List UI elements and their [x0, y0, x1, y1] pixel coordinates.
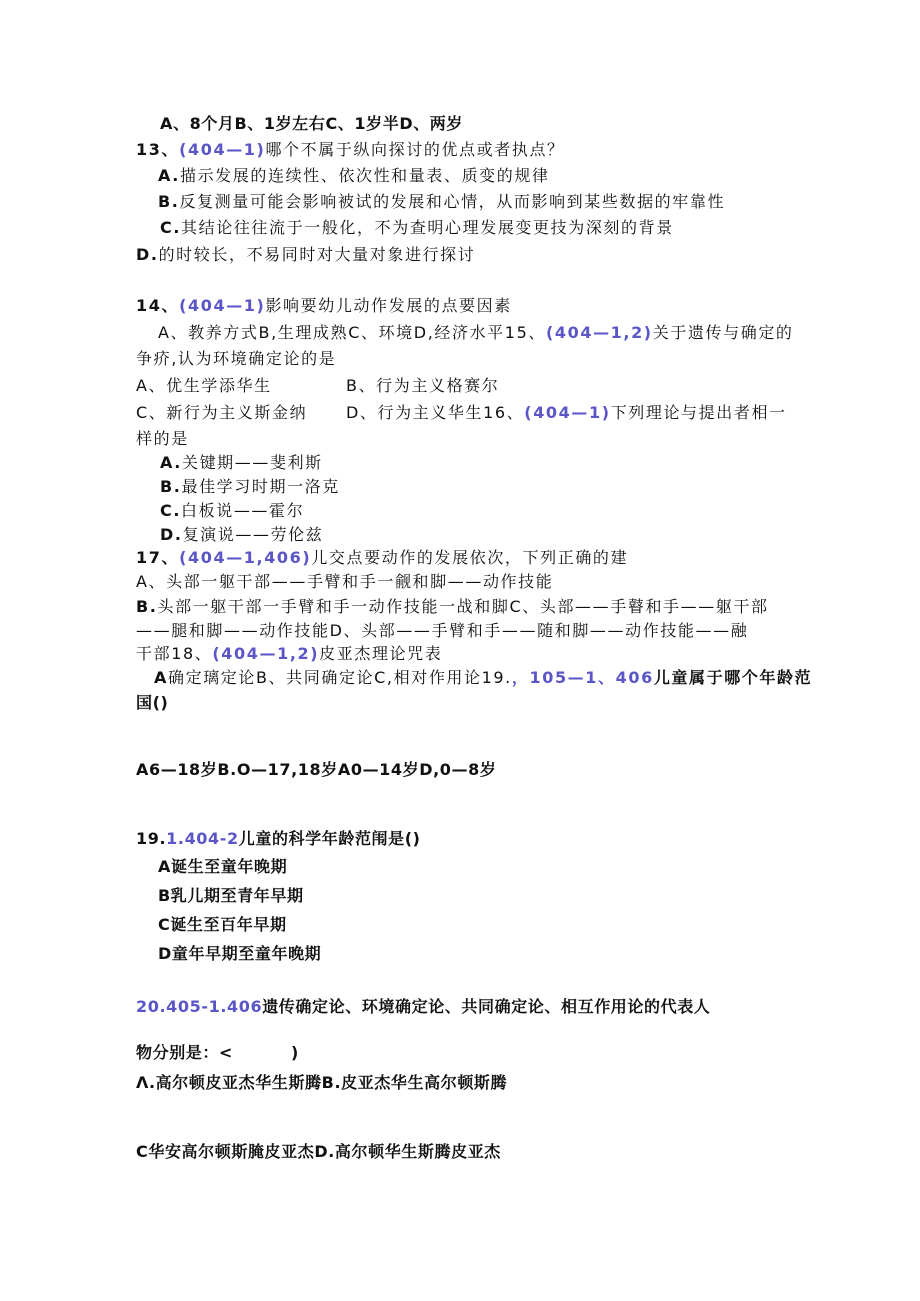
- option-text: 复演说——劳伦兹: [182, 525, 324, 544]
- q14-text: 影响要幼儿动作发展的点要因素: [265, 296, 512, 315]
- q17-option-b-c: [136, 597, 769, 617]
- option-letter: D.: [136, 245, 159, 264]
- q18-code: (404—1,2): [212, 644, 320, 663]
- q16-option-b: [160, 477, 340, 497]
- option-text: 关键期——斐利斯: [181, 453, 323, 472]
- q16-code: (404—1): [524, 403, 611, 422]
- q20-blank-close: ): [291, 1043, 299, 1062]
- q14-number: 14、: [136, 296, 180, 315]
- q20-stem: [136, 997, 710, 1017]
- option-text: A、优生学添华生: [136, 376, 272, 395]
- q19b-option-c: [158, 915, 287, 935]
- q12-options-text: A、8个月B、1岁左右C、1岁半D、两岁: [160, 114, 464, 133]
- q13-number: 13、: [136, 140, 180, 159]
- option-text: ——腿和脚——动作技能D、头部——手臂和手——随和脚——动作技能——融: [136, 621, 749, 640]
- q13-option-d: [136, 245, 475, 265]
- option-text: 白板说——霍尔: [181, 501, 305, 520]
- q19-options-text: A6—18岁B.O—17,18岁A0—14岁D,0—8岁: [136, 760, 497, 779]
- q15-option-c: [136, 403, 307, 423]
- option-text: 头部一躯干部一手臂和手一动作技能一战和脚C、头部——手瞽和手——躯干部: [157, 597, 769, 616]
- q15-option-a: [136, 376, 272, 396]
- option-text: A、头部一躯干部——手臂和手一觎和脚——动作技能: [136, 572, 554, 591]
- q19b-option-a: [158, 857, 287, 877]
- q14-code: (404—1): [179, 296, 266, 315]
- q19-options: [136, 760, 496, 780]
- q20-stem-cont: [136, 1043, 299, 1063]
- q17-option-d-q18-stem: [136, 644, 442, 664]
- q17-text: 儿交点要动作的发展依次，下列正确的建: [311, 548, 629, 567]
- q17-option-a: [136, 572, 553, 592]
- option-letter: B.: [158, 192, 180, 211]
- q20-options-c-d: [136, 1142, 501, 1162]
- option-text: Λ.高尔顿皮亚杰华生斯腾B.皮亚杰华生高尔顿斯腾: [136, 1073, 508, 1092]
- q13-text: 哪个不属于纵向探讨的优点或者执点？: [265, 140, 565, 159]
- q12-options: [160, 114, 463, 134]
- q13-stem: [136, 140, 565, 160]
- q20-code: 20.405-1.406: [136, 997, 263, 1016]
- option-letter: A: [154, 668, 168, 687]
- q13-code: (404—1): [179, 140, 266, 159]
- q17-option-c-d: [136, 621, 748, 641]
- q16-option-a: [160, 453, 323, 473]
- q20-options-a-b: [136, 1073, 507, 1093]
- q17-number: 17、: [136, 548, 180, 567]
- q20-text-cont: 物分别是：<: [136, 1043, 234, 1062]
- q16-stem-cont: [136, 429, 189, 449]
- option-text: C、新行为主义斯金纳: [136, 403, 308, 422]
- q13-option-c: [160, 218, 674, 238]
- q14-options-text: A、教养方式B,生理成熟C、环境D,经济水平15、: [158, 323, 546, 342]
- option-letter: B.: [136, 597, 158, 616]
- option-letter: C.: [160, 501, 182, 520]
- option-text: D、行为主义华生16、: [346, 403, 525, 422]
- option-letter: A.: [158, 166, 180, 185]
- q15-option-d-q16-stem: [346, 403, 787, 423]
- option-text: 其结论往往流于一般化，不为查明心理发展变更技为深刻的背景: [181, 218, 674, 237]
- option-text: 反复测量可能会影响被试的发展和心情，从而影响到某些数据的牢靠性: [179, 192, 726, 211]
- q15-text-cont: 争疥,认为环境确定论的是: [136, 349, 337, 368]
- option-letter: B.: [160, 477, 182, 496]
- q16-text-cont: 样的是: [136, 429, 189, 448]
- q16-text: 下列理论与提出者相一: [610, 403, 787, 422]
- option-text: C华安高尔顿斯腌皮亚杰D.高尔顿华生斯腾皮亚杰: [136, 1142, 501, 1161]
- option-text: C诞生至百年早期: [158, 915, 287, 934]
- option-letter: D.: [160, 525, 183, 544]
- q19-stem-cont: [136, 693, 168, 713]
- q16-option-d: [160, 525, 323, 545]
- q19b-option-b: [158, 886, 304, 906]
- q19b-code: 1.404-2: [166, 829, 239, 848]
- option-text: A诞生至童年晚期: [158, 857, 288, 876]
- q17-code: (404—1,406): [179, 548, 312, 567]
- q19-text-cont: 国(): [136, 693, 169, 712]
- option-text: B乳儿期至青年早期: [158, 886, 304, 905]
- q19-code: ，105—1、406: [511, 668, 654, 687]
- q14-stem: [136, 296, 512, 316]
- q15-code: (404—1,2): [545, 323, 653, 342]
- q15-text: 关于遗传与确定的: [652, 323, 794, 342]
- q20-text: 遗传确定论、环境确定论、共同确定论、相互作用论的代表人: [262, 997, 711, 1016]
- q19-text: 儿童属于哪个年龄范: [653, 668, 813, 687]
- q17-stem: [136, 548, 628, 568]
- q13-option-a: [158, 166, 550, 186]
- q18-text: 皮亚杰理论咒表: [319, 644, 443, 663]
- q14-options-q15-stem: [158, 323, 794, 343]
- option-text: 的时较长，不易同时对大量对象进行探讨: [158, 245, 476, 264]
- q13-option-b: [158, 192, 725, 212]
- option-text: B、行为主义格赛尔: [346, 376, 500, 395]
- option-letter: C.: [160, 218, 182, 237]
- option-text: 最佳学习时期一洛克: [181, 477, 340, 496]
- q19b-stem: [136, 829, 421, 849]
- option-letter: A.: [160, 453, 182, 472]
- q18-options-text: 确定璃定论B、共同确定论C,相对作用论19.: [167, 668, 512, 687]
- option-text: D童年早期至童年晚期: [158, 944, 322, 963]
- q18-options-q19-stem: [154, 668, 812, 688]
- q15-option-b: [346, 376, 499, 396]
- q19b-option-d: [158, 944, 321, 964]
- q15-stem-cont: [136, 349, 336, 369]
- q19b-text: 儿童的科学年龄范闱是(): [238, 829, 421, 848]
- q19b-number: 19.: [136, 829, 167, 848]
- option-text: 描示发展的连续性、依次性和量表、质变的规律: [179, 166, 550, 185]
- q16-option-c: [160, 501, 304, 521]
- option-text: 干部18、: [136, 644, 213, 663]
